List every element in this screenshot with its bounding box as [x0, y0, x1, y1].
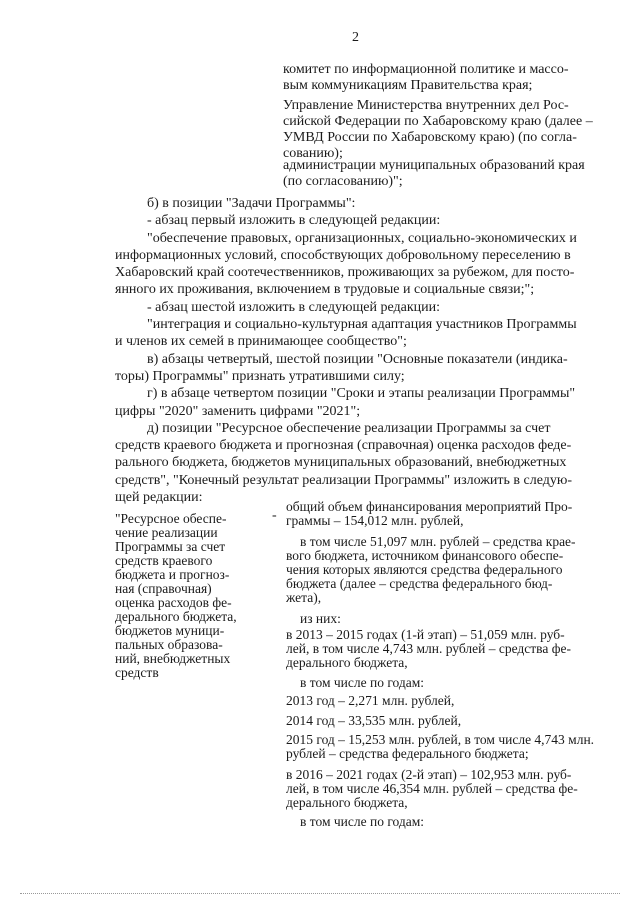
text-line: из них:	[300, 611, 341, 626]
text-line: комитет по информационной политике и массо-	[283, 62, 569, 77]
text-line: в) абзацы четвертый, шестой позиции "Основные показатели (индика-	[147, 351, 568, 367]
text-line: в том числе по годам:	[300, 675, 425, 690]
text-line: граммы – 154,012 млн. рублей,	[286, 513, 464, 528]
text-line: 2014 год – 33,535 млн. рублей,	[286, 713, 462, 728]
text-line: рального бюджета, бюджетов муниципальных образований, внебюджетных	[115, 455, 567, 471]
text-line: дерального бюджета,	[115, 609, 237, 624]
main-body	[115, 195, 615, 506]
intro-item-2	[283, 98, 613, 162]
intro-item-3	[283, 158, 613, 190]
text-line: сийской Федерации по Хабаровскому краю (далее –	[283, 114, 593, 129]
text-line: чение реализации	[115, 525, 218, 540]
text-line: Хабаровский край соотечественников, проживающих за рубежом, для посто-	[115, 265, 575, 281]
table-left-column	[115, 512, 265, 680]
text-line: "Ресурсное обеспе-	[115, 511, 227, 526]
text-line: в том числе 51,097 млн. рублей – средства крае-	[300, 534, 576, 549]
page-number: 2	[352, 30, 359, 45]
text-line: Программы за счет	[115, 539, 226, 554]
text-line: сованию);	[283, 146, 343, 161]
text-line: торы) Программы" признать утратившими силу;	[115, 368, 405, 384]
text-line: средств краевого	[115, 553, 213, 568]
text-line: ний, внебюджетных	[115, 651, 231, 666]
text-line: лей, в том числе 4,743 млн. рублей – средства фе-	[286, 641, 571, 656]
text-line: пальных образова-	[115, 637, 223, 652]
table-right-paragraph	[286, 815, 616, 829]
text-line: и членов их семей в принимающее сообщество";	[115, 334, 407, 350]
text-line: средств", "Конечный результат реализации Программы" изложить в следую-	[115, 472, 573, 488]
text-line: бюджета и прогноз-	[115, 567, 230, 582]
text-line: бюджетов муници-	[115, 623, 225, 638]
table-right-paragraph	[286, 733, 616, 761]
text-line: средств краевого бюджета и прогнозная (справочная) оценка расходов феде-	[115, 438, 572, 454]
text-line: цифры "2020" заменить цифрами "2021";	[115, 403, 361, 419]
text-line: ная (справочная)	[115, 581, 212, 596]
text-line: вого бюджета, источником финансового обеспе-	[286, 548, 564, 563]
text-line: дерального бюджета,	[286, 795, 408, 810]
table-right-paragraph	[286, 535, 616, 605]
text-line: в том числе по годам:	[300, 814, 425, 829]
text-line: "интеграция и социально-культурная адаптация участников Программы	[147, 317, 577, 333]
table-right-paragraph	[286, 676, 616, 690]
text-line: "обеспечение правовых, организационных, социально-экономических и	[147, 230, 577, 246]
text-line: янного их проживания, включением в трудовые и социальные связи;";	[115, 282, 535, 298]
table-right-paragraph	[286, 694, 616, 708]
text-line: в 2013 – 2015 годах (1-й этап) – 51,059 млн. руб-	[286, 627, 565, 642]
table-right-paragraph	[286, 768, 616, 810]
table-right-paragraph	[286, 612, 616, 626]
scan-edge-divider	[20, 893, 620, 894]
text-line: 2013 год – 2,271 млн. рублей,	[286, 693, 455, 708]
text-line: 2015 год – 15,253 млн. рублей, в том числе 4,743 млн.	[286, 732, 595, 747]
text-line: Управление Министерства внутренних дел Рос-	[283, 98, 569, 113]
table-right-paragraph	[286, 714, 616, 728]
text-line: в 2016 – 2021 годах (2-й этап) – 102,953 млн. руб-	[286, 767, 572, 782]
text-line: информационных условий, способствующих добровольному переселению в	[115, 247, 571, 263]
table-right-paragraph	[286, 500, 616, 528]
text-line: средств	[115, 665, 159, 680]
text-line: жета),	[286, 590, 322, 605]
text-line: - абзац первый изложить в следующей редакции:	[147, 213, 441, 229]
text-line: щей редакции:	[115, 490, 203, 506]
text-line: администрации муниципальных образований края	[283, 158, 585, 173]
table-right-paragraph	[286, 628, 616, 670]
text-line: рублей – средства федерального бюджета;	[286, 746, 529, 761]
text-line: лей, в том числе 46,354 млн. рублей – средства фе-	[286, 781, 578, 796]
text-line: д) позиции "Ресурсное обеспечение реализации Программы за счет	[147, 420, 551, 436]
text-line: - абзац шестой изложить в следующей редакции:	[147, 299, 440, 315]
text-line: оценка расходов фе-	[115, 595, 232, 610]
text-line: дерального бюджета,	[286, 655, 408, 670]
text-line: (по согласованию)";	[283, 174, 403, 189]
text-line: г) в абзаце четвертом позиции "Сроки и этапы реализации Программы"	[147, 386, 576, 402]
text-line: вым коммуникациям Правительства края;	[283, 78, 533, 93]
text-line: общий объем финансирования мероприятий Про-	[286, 499, 573, 514]
text-line: УМВД России по Хабаровскому краю) (по согла-	[283, 130, 577, 145]
intro-item-1	[283, 62, 613, 94]
text-line: б) в позиции "Задачи Программы":	[147, 196, 356, 211]
text-line: бюджета (далее – средства федерального бюд-	[286, 576, 553, 591]
table-dash: -	[272, 508, 277, 523]
text-line: чения которых являются средства федерального	[286, 562, 563, 577]
